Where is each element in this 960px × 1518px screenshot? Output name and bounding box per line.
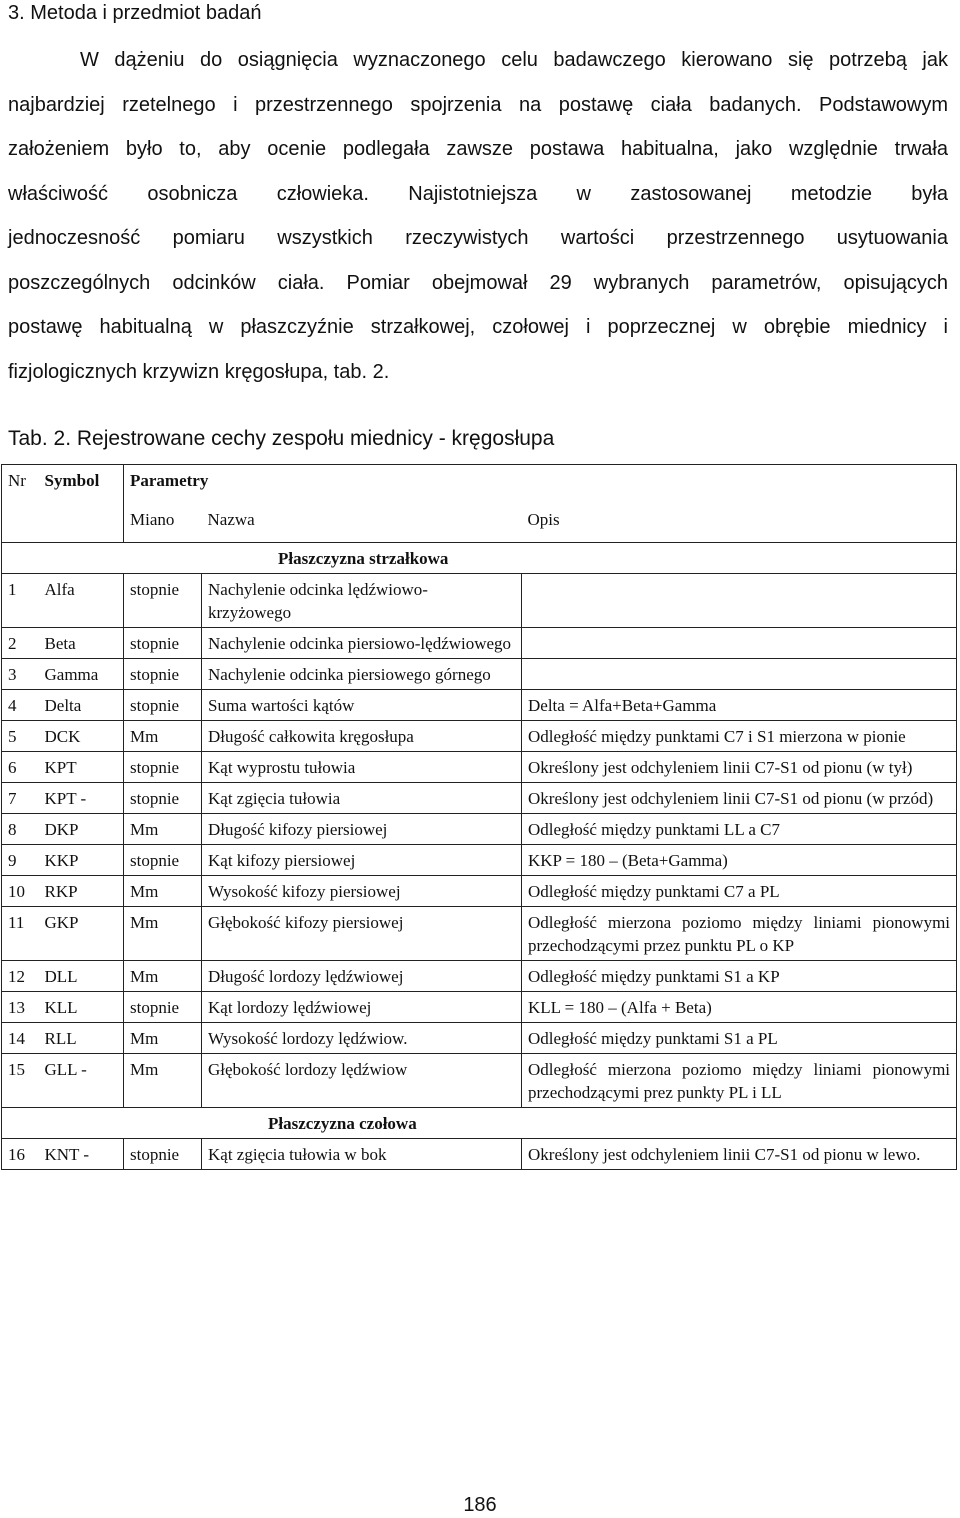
table-row bbox=[2, 1139, 957, 1170]
cell-miano: stopnie bbox=[124, 628, 202, 659]
cell-symbol: DKP bbox=[39, 814, 124, 845]
parameters-table bbox=[1, 464, 957, 1170]
cell-miano: stopnie bbox=[124, 752, 202, 783]
table-row bbox=[2, 907, 957, 961]
cell-nazwa: Nachylenie odcinka lędźwiowo- krzyżowego bbox=[202, 574, 522, 628]
paragraph-line: jednoczesność pomiaru wszystkich rzeczywistych wartości przestrzennego usytuowania bbox=[8, 227, 948, 249]
cell-opis: Odległość między punktami LL a C7 bbox=[522, 814, 957, 845]
cell-miano: Mm bbox=[124, 814, 202, 845]
header-miano: Miano bbox=[130, 509, 175, 529]
cell-opis: Określony jest odchyleniem linii C7-S1 od pionu (w tył) bbox=[522, 752, 957, 783]
cell-nazwa: Kąt zgięcia tułowia bbox=[202, 783, 522, 814]
cell-nazwa: Kąt zgięcia tułowia w bok bbox=[202, 1139, 522, 1170]
cell-miano: stopnie bbox=[124, 659, 202, 690]
cell-nr: 14 bbox=[2, 1023, 39, 1054]
cell-nazwa: Nachylenie odcinka piersiowego górnego bbox=[202, 659, 522, 690]
cell-nazwa: Głębokość lordozy lędźwiow bbox=[202, 1054, 522, 1108]
cell-symbol: KLL bbox=[39, 992, 124, 1023]
table-row bbox=[2, 845, 957, 876]
cell-opis: Odległość między punktami C7 a PL bbox=[522, 876, 957, 907]
cell-opis: Określony jest odchyleniem linii C7-S1 od pionu w lewo. bbox=[522, 1139, 957, 1170]
table-row bbox=[2, 628, 957, 659]
cell-nazwa: Głębokość kifozy piersiowej bbox=[202, 907, 522, 961]
cell-nazwa: Wysokość kifozy piersiowej bbox=[202, 876, 522, 907]
table-row bbox=[2, 659, 957, 690]
header-nr: Nr bbox=[2, 465, 39, 543]
cell-miano: Mm bbox=[124, 961, 202, 992]
header-nazwa: Nazwa bbox=[207, 509, 255, 529]
paragraph-line: poszczególnych odcinków ciała. Pomiar obejmował 29 wybranych parametrów, opisujących bbox=[8, 271, 948, 294]
cell-opis: Odległość mierzona poziomo między liniami pionowymi przechodzącymi prez punkty PL i LL bbox=[522, 1054, 957, 1108]
cell-opis: KKP = 180 – (Beta+Gamma) bbox=[522, 845, 957, 876]
header-symbol: Symbol bbox=[39, 465, 124, 543]
table-row bbox=[2, 876, 957, 907]
paragraph-line: założeniem było to, aby ocenie podlegała zawsze postawa habitualna, jako względnie trwała bbox=[8, 138, 948, 160]
cell-nr: 13 bbox=[2, 992, 39, 1023]
cell-opis: Odległość między punktami S1 a PL bbox=[522, 1023, 957, 1054]
cell-opis bbox=[522, 659, 957, 690]
cell-miano: stopnie bbox=[124, 1139, 202, 1170]
cell-nazwa: Kąt wyprostu tułowia bbox=[202, 752, 522, 783]
cell-miano: stopnie bbox=[124, 783, 202, 814]
header-opis: Opis bbox=[522, 504, 957, 543]
cell-nazwa: Kąt kifozy piersiowej bbox=[202, 845, 522, 876]
cell-opis: Odległość między punktami S1 a KP bbox=[522, 961, 957, 992]
table-row bbox=[2, 992, 957, 1023]
cell-symbol: RKP bbox=[39, 876, 124, 907]
cell-nr: 6 bbox=[2, 752, 39, 783]
cell-opis: Odległość mierzona poziomo między liniami pionowymi przechodzącymi przez punktu PL o KP bbox=[522, 907, 957, 961]
cell-symbol: KPT - bbox=[39, 783, 124, 814]
cell-symbol: GLL - bbox=[39, 1054, 124, 1108]
cell-symbol: KPT bbox=[39, 752, 124, 783]
cell-nr: 4 bbox=[2, 690, 39, 721]
table-caption: Tab. 2. Rejestrowane cechy zespołu miednicy - kręgosłupa bbox=[8, 427, 555, 450]
table-row bbox=[2, 1023, 957, 1054]
cell-nazwa: Długość całkowita kręgosłupa bbox=[202, 721, 522, 752]
cell-miano: Mm bbox=[124, 1054, 202, 1108]
cell-miano: stopnie bbox=[124, 992, 202, 1023]
cell-nazwa: Nachylenie odcinka piersiowo-lędźwiowego bbox=[202, 628, 522, 659]
paragraph-line: postawę habitualną w płaszczyźnie strzałkowej, czołowej i poprzecznej w obrębie miednicy i bbox=[8, 316, 948, 338]
cell-nazwa: Wysokość lordozy lędźwiow. bbox=[202, 1023, 522, 1054]
cell-nr: 8 bbox=[2, 814, 39, 845]
cell-symbol: DLL bbox=[39, 961, 124, 992]
cell-opis: KLL = 180 – (Alfa + Beta) bbox=[522, 992, 957, 1023]
cell-nr: 16 bbox=[2, 1139, 39, 1170]
section-row-frontal bbox=[2, 1108, 957, 1139]
cell-symbol: Alfa bbox=[39, 574, 124, 628]
cell-nr: 2 bbox=[2, 628, 39, 659]
cell-symbol: Gamma bbox=[39, 659, 124, 690]
cell-miano: Mm bbox=[124, 907, 202, 961]
cell-nr: 11 bbox=[2, 907, 39, 961]
table-body bbox=[2, 465, 957, 1170]
cell-opis: Odległość między punktami C7 i S1 mierzona w pionie bbox=[522, 721, 957, 752]
cell-nr: 3 bbox=[2, 659, 39, 690]
cell-opis: Określony jest odchyleniem linii C7-S1 od pionu (w przód) bbox=[522, 783, 957, 814]
cell-opis bbox=[522, 628, 957, 659]
cell-nr: 5 bbox=[2, 721, 39, 752]
cell-nazwa: Długość kifozy piersiowej bbox=[202, 814, 522, 845]
table-row bbox=[2, 574, 957, 628]
cell-miano: Mm bbox=[124, 1023, 202, 1054]
cell-miano: Mm bbox=[124, 876, 202, 907]
section-row-sagittal bbox=[2, 543, 957, 574]
cell-miano: stopnie bbox=[124, 690, 202, 721]
cell-nr: 12 bbox=[2, 961, 39, 992]
paragraph-line: najbardziej rzetelnego i przestrzennego spojrzenia na postawę ciała badanych. Podstawowym bbox=[8, 93, 948, 116]
header-parametry: Parametry bbox=[124, 465, 957, 504]
cell-symbol: DCK bbox=[39, 721, 124, 752]
paragraph-line: właściwość osobnicza człowieka. Najistotniejsza w zastosowanej metodzie była bbox=[8, 182, 948, 205]
cell-miano: stopnie bbox=[124, 845, 202, 876]
paragraph-line: fizjologicznych krzywizn kręgosłupa, tab. 2. bbox=[8, 360, 390, 383]
section-label-sagittal: Płaszczyzna strzałkowa bbox=[2, 543, 957, 574]
cell-symbol: RLL bbox=[39, 1023, 124, 1054]
cell-miano: Mm bbox=[124, 721, 202, 752]
body-paragraph bbox=[8, 38, 948, 394]
cell-symbol: GKP bbox=[39, 907, 124, 961]
cell-miano: stopnie bbox=[124, 574, 202, 628]
table-row bbox=[2, 1054, 957, 1108]
cell-nr: 10 bbox=[2, 876, 39, 907]
cell-symbol: KKP bbox=[39, 845, 124, 876]
section-heading: 3. Metoda i przedmiot badań bbox=[8, 2, 262, 24]
cell-opis bbox=[522, 574, 957, 628]
cell-nr: 1 bbox=[2, 574, 39, 628]
cell-nazwa: Suma wartości kątów bbox=[202, 690, 522, 721]
table-row bbox=[2, 721, 957, 752]
cell-symbol: KNT - bbox=[39, 1139, 124, 1170]
table-row bbox=[2, 814, 957, 845]
table-row bbox=[2, 961, 957, 992]
cell-symbol: Delta bbox=[39, 690, 124, 721]
paragraph-line: W dążeniu do osiągnięcia wyznaczonego celu badawczego kierowano się potrzebą jak bbox=[80, 49, 948, 71]
cell-symbol: Beta bbox=[39, 628, 124, 659]
cell-nr: 7 bbox=[2, 783, 39, 814]
table-subheader-row bbox=[2, 504, 957, 543]
cell-nazwa: Kąt lordozy lędźwiowej bbox=[202, 992, 522, 1023]
page-number: 186 bbox=[463, 1494, 497, 1516]
section-label-frontal: Płaszczyzna czołowa bbox=[2, 1108, 957, 1139]
cell-opis: Delta = Alfa+Beta+Gamma bbox=[522, 690, 957, 721]
cell-nr: 9 bbox=[2, 845, 39, 876]
table-header-row bbox=[2, 465, 957, 504]
cell-nr: 15 bbox=[2, 1054, 39, 1108]
table-row bbox=[2, 783, 957, 814]
table-row bbox=[2, 752, 957, 783]
table-row bbox=[2, 690, 957, 721]
cell-nazwa: Długość lordozy lędźwiowej bbox=[202, 961, 522, 992]
